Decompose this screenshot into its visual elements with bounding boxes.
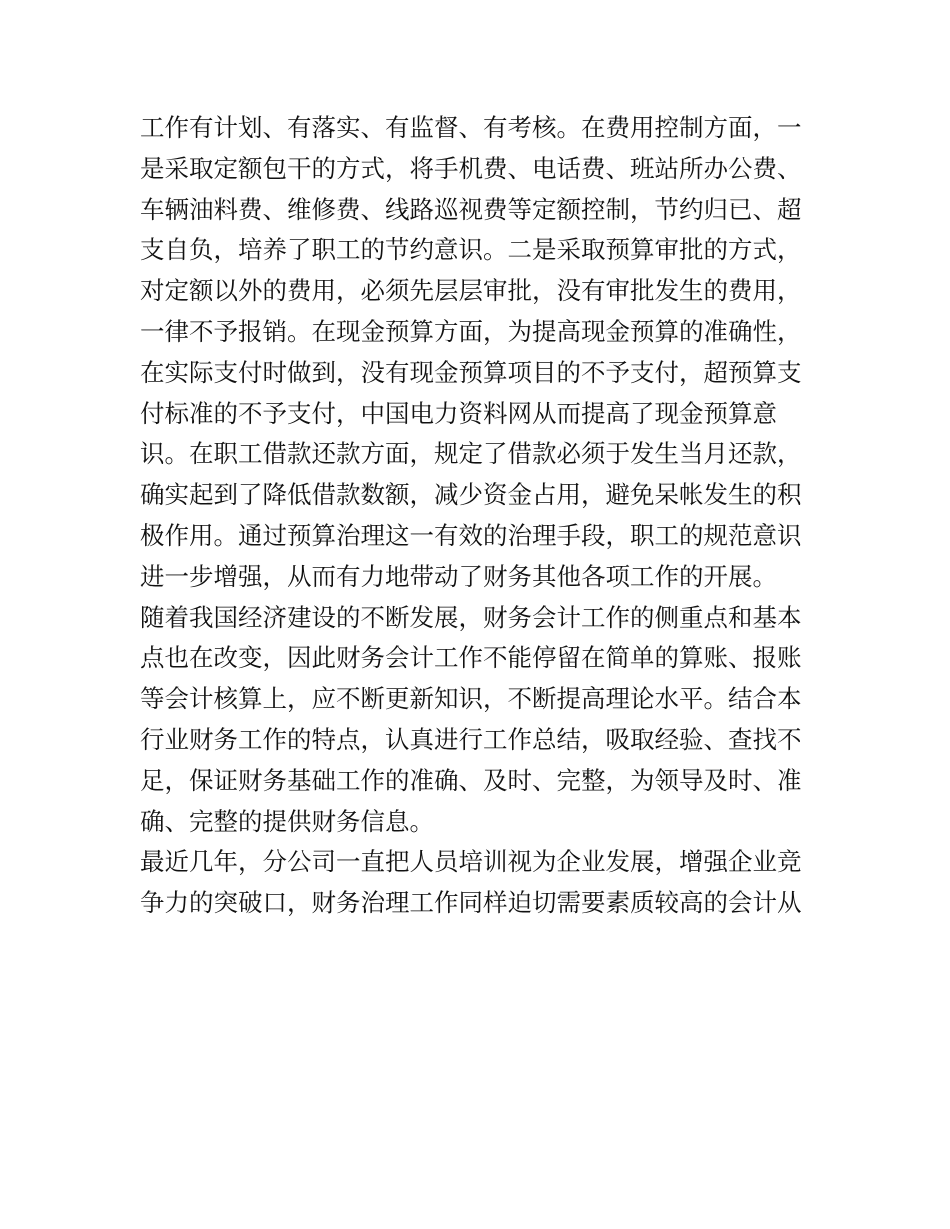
text-line: 车辆油料费、维修费、线路巡视费等定额控制，节约归已、超 xyxy=(140,194,802,224)
text-line: 付标准的不予支付，中国电力资料网从而提高了现金预算意 xyxy=(140,398,777,428)
text-line: 支自负，培养了职工的节约意识。二是采取预算审批的方式， xyxy=(140,235,802,265)
text-line: 行业财务工作的特点，认真进行工作总结，吸取经验、查找不 xyxy=(140,724,802,754)
text-line: 最近几年，分公司一直把人员培训视为企业发展，增强企业竞 xyxy=(140,847,802,877)
document-body xyxy=(140,108,820,924)
text-line: 等会计核算上，应不断更新知识，不断提高理论水平。结合本 xyxy=(140,684,802,714)
text-line: 对定额以外的费用，必须先层层审批，没有审批发生的费用， xyxy=(140,276,802,306)
text-line: 足，保证财务基础工作的准确、及时、完整，为领导及时、准 xyxy=(140,765,802,795)
text-line: 随着我国经济建设的不断发展，财务会计工作的侧重点和基本 xyxy=(140,602,802,632)
text-line: 一律不予报销。在现金预算方面，为提高现金预算的准确性， xyxy=(140,316,802,346)
text-line: 确实起到了降低借款数额，减少资金占用，避免呆帐发生的积 xyxy=(140,480,802,510)
text-line: 争力的突破口，财务治理工作同样迫切需要素质较高的会计从 xyxy=(140,888,802,918)
text-line: 极作用。通过预算治理这一有效的治理手段，职工的规范意识 xyxy=(140,520,802,550)
text-line: 在实际支付时做到，没有现金预算项目的不予支付，超预算支 xyxy=(140,357,802,387)
text-line: 点也在改变，因此财务会计工作不能停留在简单的算账、报账 xyxy=(140,643,802,673)
text-line: 确、完整的提供财务信息。 xyxy=(140,806,434,836)
text-line: 识。在职工借款还款方面，规定了借款必须于发生当月还款， xyxy=(140,439,802,469)
text-line: 是采取定额包干的方式，将手机费、电话费、班站所办公费、 xyxy=(140,153,802,183)
text-line: 进一步增强，从而有力地带动了财务其他各项工作的开展。 xyxy=(140,561,777,591)
text-line: 工作有计划、有落实、有监督、有考核。在费用控制方面，一 xyxy=(140,113,802,142)
